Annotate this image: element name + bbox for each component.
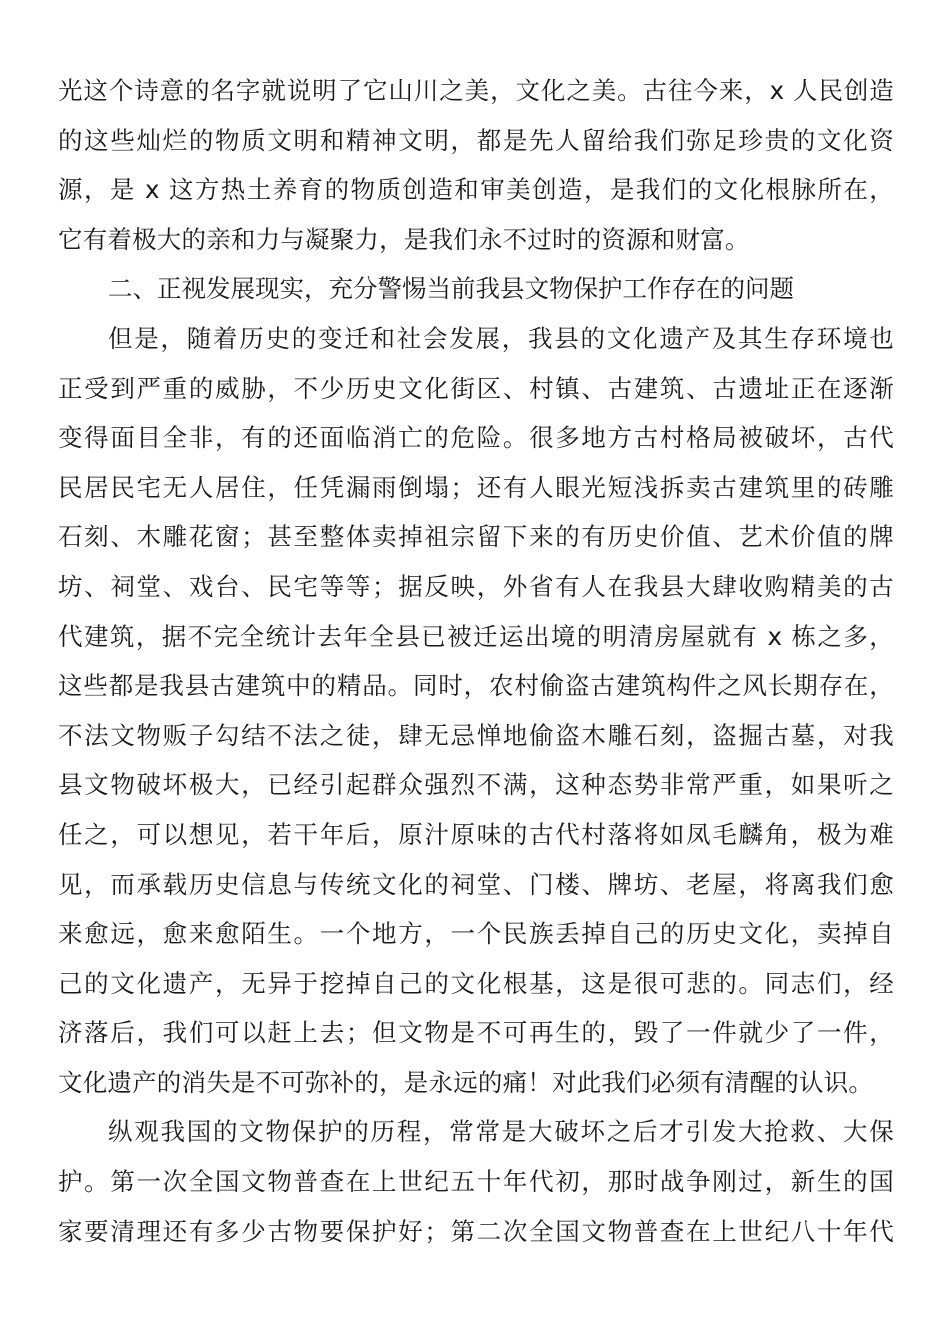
text-line: 县文物破坏极大，已经引起群众强烈不满，这种态势非常严重，如果听之 <box>58 770 894 800</box>
text-line: 见，而承载历史信息与传统文化的祠堂、门楼、牌坊、老屋，将离我们愈 <box>58 869 894 899</box>
text-line: 纵观我国的文物保护的历程，常常是大破坏之后才引发大抢救、大保 <box>108 1117 894 1147</box>
text-line: 任之，可以想见，若干年后，原汁原味的古代村落将如凤毛麟角，极为难 <box>58 819 894 849</box>
text-line: 济落后，我们可以赶上去；但文物是不可再生的，毁了一件就少了一件， <box>58 1018 894 1048</box>
text-line: 文化遗产的消失是不可弥补的，是永远的痛！对此我们必须有清醒的认识。 <box>58 1067 874 1097</box>
paragraph-1 <box>58 66 894 264</box>
section-heading-2: 二、正视发展现实，充分警惕当前我县文物保护工作存在的问题 <box>108 274 794 304</box>
text-line: 护。第一次全国文物普查在上世纪五十年代初，那时战争刚过，新生的国 <box>58 1167 894 1197</box>
text-line: 源，是 x 这方热土养育的物质创造和审美创造，是我们的文化根脉所在， <box>58 175 894 205</box>
document-page <box>58 66 894 1256</box>
text-line: 光这个诗意的名字就说明了它山川之美，文化之美。古往今来，x 人民创造 <box>58 76 894 105</box>
text-line: 但是，随着历史的变迁和社会发展，我县的文化遗产及其生存环境也 <box>108 323 894 353</box>
text-line: 来愈远，愈来愈陌生。一个地方，一个民族丢掉自己的历史文化，卖掉自 <box>58 919 894 949</box>
text-line: 它有着极大的亲和力与凝聚力，是我们永不过时的资源和财富。 <box>58 224 750 254</box>
text-line: 正受到严重的威胁，不少历史文化街区、村镇、古建筑、古遗址正在逐渐 <box>58 373 894 403</box>
text-line: 己的文化遗产，无异于挖掉自己的文化根基，这是很可悲的。同志们，经 <box>58 968 894 998</box>
paragraph-3 <box>58 1107 894 1256</box>
text-line: 的这些灿烂的物质文明和精神文明，都是先人留给我们弥足珍贵的文化资 <box>58 125 894 155</box>
paragraph-2 <box>58 314 894 1108</box>
text-line: 变得面目全非，有的还面临消亡的危险。很多地方古村格局被破坏，古代 <box>58 423 894 453</box>
text-line: 坊、祠堂、戏台、民宅等等；据反映，外省有人在我县大肆收购精美的古 <box>58 571 894 601</box>
text-line: 民居民宅无人居住，任凭漏雨倒塌；还有人眼光短浅拆卖古建筑里的砖雕 <box>58 472 894 502</box>
text-line: 不法文物贩子勾结不法之徒，肆无忌惮地偷盗木雕石刻，盗掘古墓，对我 <box>58 720 894 750</box>
text-line: 石刻、木雕花窗；甚至整体卖掉祖宗留下来的有历史价值、艺术价值的牌 <box>58 522 894 552</box>
text-line: 家要清理还有多少古物要保护好；第二次全国文物普查在上世纪八十年代 <box>58 1216 894 1246</box>
text-line: 这些都是我县古建筑中的精品。同时，农村偷盗古建筑构件之风长期存在， <box>58 671 894 701</box>
text-line: 代建筑，据不完全统计去年全县已被迁运出境的明清房屋就有 x 栋之多， <box>58 621 894 651</box>
